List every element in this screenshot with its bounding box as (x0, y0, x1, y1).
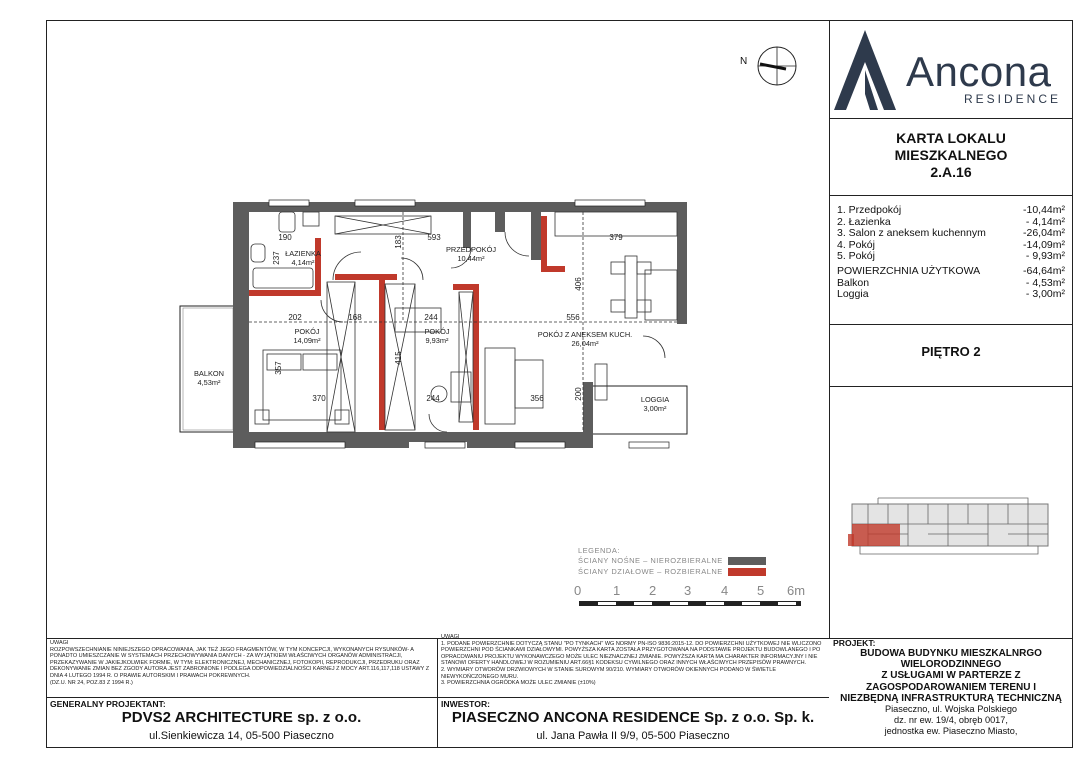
dim-label: 379 (609, 233, 623, 242)
room-name-loggia: LOGGIA (640, 395, 670, 404)
room-area-bathroom: 4,14m² (291, 258, 315, 267)
room-area-loggia: 3,00m² (643, 404, 667, 413)
room-area-room5: 9,93m² (425, 336, 449, 345)
divider (829, 386, 1073, 387)
project-description (829, 648, 1073, 738)
total-label: Balkon (837, 276, 870, 289)
project-line: NIEZBĘDNĄ INFRASTRUKTURĄ TECHNICZNĄ (840, 692, 1062, 704)
total-label: Loggia (837, 288, 869, 301)
dim-label: 190 (278, 233, 292, 242)
legend-label: ŚCIANY DZIAŁOWE – ROZBIERALNE (578, 567, 723, 576)
total-value: - 4,53m² (1025, 276, 1065, 289)
card-title-line-3: 2.A.16 (930, 164, 972, 180)
dim-label: 415 (394, 351, 403, 365)
notes-text: ROZPOWSZECHNIANIE NINIEJSZEGO OPRACOWANIA, JAK TEŻ JEGO FRAGMENTÓW, W TYM KONCEPCJI, WYKONANYCH RYSUNKÓW- A PONADTO UMIESZCZANIE W SYSTEMACH PRZECHOWYWANIA DANYCH - ZA WYJĄTKIEM WŁAŚCIWYCH ORGANÓW ADMINISTRACJI, PRZEKAZYWANIE W JAKIEJKOLWIEK FORMIE, W TYM: ELEKTRONICZNEJ, MECHANICZNEJ, FOTOKOPII, REPRODUKCJI, PRZEDRUKU ORAZ DEKONYWANIE ZMIAN BEZ ZGODY AUTORA JEST ZABRONIONE I PODLEGA ODPOWIEDZIALNOŚCI KARNEJ Z MOCY ART.116,117,118 USTAWY Z DNIA 4 LUTEGO 1994 R. O PRAWIE AUTORSKIM I PRAWACH POKREWNYCH. (50, 646, 430, 679)
scale-tick-label: 6m (787, 583, 806, 598)
room-name-balcony: BALKON (194, 369, 224, 378)
legend-item (578, 567, 818, 576)
designer-block (46, 697, 437, 748)
room-area: -14,09m² (1022, 238, 1065, 251)
scale-bar (574, 583, 819, 609)
project-line: ZAGOSPODAROWANIEM TERENU I (865, 681, 1036, 693)
compass-north-label: N (740, 56, 748, 67)
project-location: Piaseczno, ul. Wojska Polskiego (884, 704, 1018, 715)
legend-item (578, 556, 818, 565)
card-title-line-2: MIESZKALNEGO (894, 147, 1008, 163)
room-row (837, 251, 1065, 263)
dim-label: 406 (574, 277, 583, 291)
dim-label: 200 (574, 387, 583, 401)
notes-ref: (DZ.U. NR 24, POZ.83 Z 1994 R.) (50, 679, 133, 686)
project-location: dz. nr ew. 19/4, obręb 0017, (894, 715, 1008, 726)
dim-label: 244 (426, 394, 440, 403)
building-key-plan (848, 494, 1053, 560)
legend (578, 546, 818, 576)
room-area-room4: 14,09m² (293, 336, 321, 345)
investor-label: INWESTOR: (441, 699, 491, 709)
compass-rose-icon (754, 46, 800, 86)
scale-tick-label: 4 (721, 583, 729, 598)
notes-item: 3. POWIERZCHNIA OGRÓDKA MOŻE ULEC ZMIANIE (±10%) (441, 680, 596, 687)
divider (829, 324, 1073, 325)
total-value: -64,64m² (1022, 264, 1065, 277)
copyright-notes (50, 640, 434, 686)
floor-plan (175, 196, 700, 458)
scale-tick-label: 1 (613, 583, 621, 598)
total-row (837, 266, 1065, 278)
dim-label: 237 (272, 251, 281, 265)
room-label: 4. Pokój (837, 238, 875, 251)
logo-subtitle: RESIDENCE (964, 92, 1062, 106)
room-list (837, 205, 1065, 301)
investor-name: PIASECZNO ANCONA RESIDENCE Sp. z o.o. Sp. k. (451, 709, 815, 726)
room-area: - 4,14m² (1025, 215, 1065, 228)
card-title-line-1: KARTA LOKALU (896, 130, 1006, 146)
dim-label: 357 (274, 361, 283, 375)
project-location: jednostka ew. Piaseczno Miasto, (884, 726, 1018, 737)
divider (829, 195, 1073, 196)
room-name-living: POKÓJ Z ANEKSEM KUCH. (537, 330, 633, 339)
room-name-room5: POKÓJ (424, 327, 450, 336)
room-label: 1. Przedpokój (837, 204, 902, 216)
dim-label: 183 (394, 235, 403, 249)
dim-label: 370 (312, 394, 326, 403)
room-name-hall: PRZEDPOKÓJ (445, 245, 497, 254)
area-notes (441, 634, 826, 687)
dim-label: 202 (288, 313, 302, 322)
room-area-hall: 10,44m² (457, 254, 485, 263)
notes-title: UWAGI (50, 640, 69, 646)
project-line: Z USŁUGAMI W PARTERZE Z (881, 670, 1021, 682)
room-label: 5. Pokój (837, 250, 875, 263)
card-title (829, 130, 1073, 181)
dim-label: 244 (424, 313, 438, 322)
room-row (837, 205, 1065, 217)
compass (740, 46, 802, 86)
designer-name: PDVS2 ARCHITECTURE sp. z o.o. (121, 709, 362, 726)
dim-label: 356 (530, 394, 544, 403)
project-label: PROJEKT: (833, 638, 876, 648)
investor-block (437, 697, 829, 748)
dim-label: 556 (566, 313, 580, 322)
loggia-outline (585, 386, 687, 434)
investor-address: ul. Jana Pawła II 9/9, 05-500 Piaseczno (536, 730, 730, 742)
legend-title: LEGENDA: (578, 546, 620, 555)
scale-tick-label: 3 (684, 583, 692, 598)
legend-label: ŚCIANY NOŚNE – NIEROZBIERALNE (578, 556, 723, 565)
divider (829, 118, 1073, 119)
room-name-room4: POKÓJ (294, 327, 320, 336)
scale-tick-label: 0 (574, 583, 582, 598)
dim-label: 593 (427, 233, 441, 242)
project-line: BUDOWA BUDYNKU MIESZKALNRGO (860, 648, 1042, 659)
project-line: WIELORODZINNEGO (900, 659, 1002, 671)
designer-address: ul.Sienkiewicza 14, 05-500 Piaseczno (149, 730, 334, 742)
scale-bar-ruler (579, 601, 801, 606)
room-area: -10,44m² (1022, 204, 1065, 216)
room-area: - 9,93m² (1025, 250, 1065, 263)
notes-title: UWAGI (441, 634, 460, 640)
notes-item: 2. WYMIARY OTWORÓW DRZWIOWYCH W STANIE SUROWYM 90/210. WYMIARY OTWORÓW OKIENNYCH PODANO W ŚWIETLE NIEWYKOŃCZONEGO MURU. (441, 666, 777, 680)
scale-tick-label: 5 (757, 583, 765, 598)
room-label: 2. Łazienka (837, 215, 891, 228)
total-row (837, 289, 1065, 301)
dim-label: 168 (348, 313, 362, 322)
room-label: 3. Salon z aneksem kuchennym (837, 227, 986, 240)
project-block (829, 638, 1073, 748)
notes-item: 1. PODANE POWIERZCHNIE DOTYCZĄ STANU "PO TYNKACH" WG NORMY PN-ISO 9836:2015-12. DO POWIERZCHNI UŻYTKOWEJ NIE WLICZONO POWIERZCHNI POD ŚCIANKAMI DZIAŁOWYMI. POWYŻSZA KARTA ZOSTAŁA PRZYGOTOWANA NA PODSTAWIE PROJEKTU BUDOWLANEGO I PO OPRACOWANIU PROJEKTU WYKONAWCZEGO MOŻE ULEC NIEZNACZNEJ ZMIANIE. POWYŻSZA KARTA MA CHARAKTER INFORMACYJNY I NIE STANOWI OFERTY HANDLOWEJ W ROZUMIENIU ART.66§1 KODEKSU CYWILNEGO ORAZ INNYCH WŁAŚCIWYCH PRZEPISÓW PRAWNYCH. (441, 640, 822, 667)
partition-swatch (728, 568, 766, 576)
load-bearing-swatch (728, 557, 766, 565)
total-label: POWIERZCHNIA UŻYTKOWA (837, 264, 981, 277)
designer-label: GENERALNY PROJEKTANT: (50, 699, 166, 709)
room-area-balcony: 4,53m² (197, 378, 221, 387)
floor-label: PIĘTRO 2 (921, 344, 981, 359)
logo-wordmark: Ancona (906, 48, 1052, 95)
room-area-living: 26,04m² (571, 339, 599, 348)
room-area: -26,04m² (1022, 227, 1065, 240)
scale-tick-label: 2 (649, 583, 657, 598)
room-name-bathroom: ŁAZIENKA (285, 249, 321, 258)
total-value: - 3,00m² (1025, 288, 1065, 301)
